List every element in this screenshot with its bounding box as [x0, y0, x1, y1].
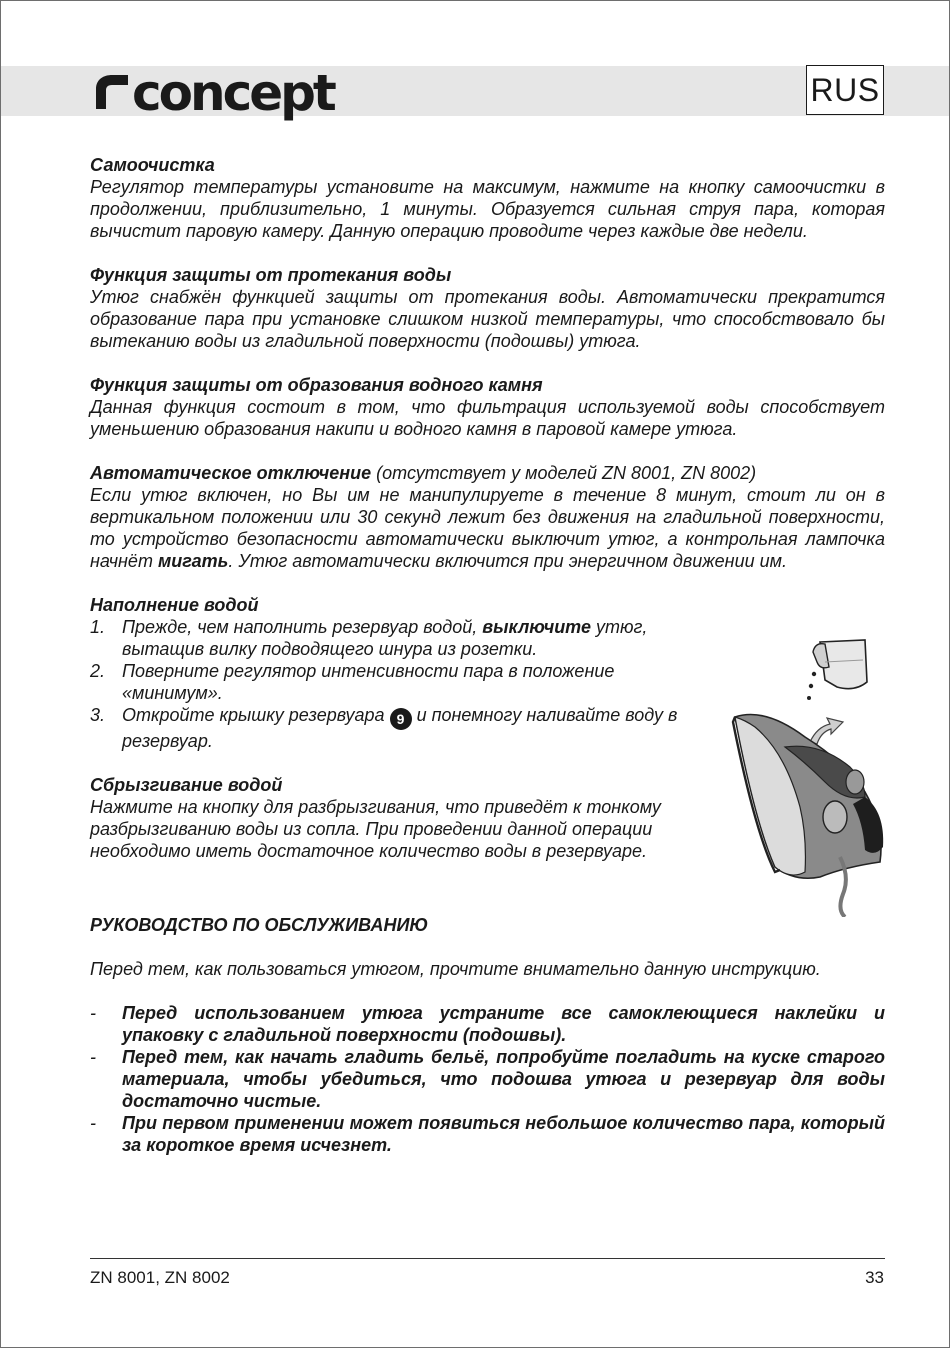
list-item: - При первом применении может появиться небольшое количество пара, который за короткое время исчезнет. — [90, 1113, 885, 1155]
lift-arrow-icon — [810, 718, 843, 744]
maintenance-intro: Перед тем, как пользоваться утюгом, прочтите внимательно данную инструкцию. — [90, 959, 821, 979]
section-title: Функция защиты от протекания воды — [90, 265, 452, 285]
measuring-cup-icon — [813, 640, 867, 689]
list-item: 3. Откройте крышку резервуара 9 и понемногу наливайте воду в резервуар. — [90, 705, 678, 751]
section-text: Утюг снабжён функцией защиты от протекания воды. Автоматически прекратится образование пара при установке слишком низкой температуры, что способствовало бы вытеканию воды из гладильной поверхности (подошвы) утюга. — [90, 287, 885, 351]
logo-mark-icon — [90, 69, 130, 117]
brand-name: concept — [132, 64, 334, 122]
footer-divider — [90, 1258, 885, 1259]
water-drop-icon — [812, 672, 816, 676]
language-badge: RUS — [806, 65, 884, 115]
section-anti-calc — [90, 374, 885, 440]
section-text: Если утюг включен, но Вы им не манипулируете в течение 8 минут, стоит ли он в вертикальном положении или 30 секунд лежит без движения на гладильной поверхности, то устройство безопасности автоматически выключит утюг, а контрольная лампочка начнёт мигать. Утюг автоматически включится при энергичном движении им. — [90, 485, 885, 571]
maintenance-list — [90, 1002, 885, 1156]
maintenance-title: РУКОВОДСТВО ПО ОБСЛУЖИВАНИЮ — [90, 915, 429, 935]
list-item: 2. Поверните регулятор интенсивности пара в положение «минимум». — [90, 661, 615, 703]
section-self-cleaning — [90, 154, 885, 242]
section-text: Данная функция состоит в том, что фильтрация используемой воды способствует уменьшению образования накипи и водного камня в паровой камере утюга. — [90, 397, 885, 439]
list-item: - Перед тем, как начать гладить бельё, попробуйте погладить на куске старого материала, чтобы убедиться, что подошва утюга и резервуар для воды достаточно чистые. — [90, 1047, 885, 1111]
section-title: Функция защиты от образования водного камня — [90, 375, 543, 395]
section-title: Автоматическое отключение — [90, 463, 372, 483]
iron-filling-illustration — [725, 632, 890, 917]
section-title-note: (отсутствует у моделей ZN 8001, ZN 8002) — [371, 463, 757, 483]
footer-models: ZN 8001, ZN 8002 — [90, 1268, 230, 1287]
section-text: Нажмите на кнопку для разбрызгивания, что приведёт к тонкому разбрызгиванию воды из сопла. При проведении данной операции необходимо иметь достаточное количество воды в резервуаре. — [90, 797, 661, 861]
iron-icon — [733, 715, 883, 879]
part-number-badge: 9 — [390, 708, 412, 730]
page-number: 33 — [865, 1268, 884, 1287]
section-filling — [90, 594, 710, 752]
brand-logo — [90, 60, 334, 126]
section-anti-drip — [90, 264, 885, 352]
list-item: 1. Прежде, чем наполнить резервуар водой, выключите утюг, вытащив вилку подводящего шнура из розетки. — [90, 617, 648, 659]
section-spray — [90, 774, 710, 862]
filling-steps — [90, 616, 710, 752]
list-item: - Перед использованием утюга устраните все самоклеющиеся наклейки и упаковку с гладильной поверхности (подошвы). — [90, 1003, 885, 1045]
water-drop-icon — [809, 684, 813, 688]
section-title: Сбрызгивание водой — [90, 775, 283, 795]
section-title: Наполнение водой — [90, 595, 259, 615]
water-drop-icon — [807, 696, 811, 700]
section-text: Регулятор температуры установите на максимум, нажмите на кнопку самоочистки в продолжении, приблизительно, 1 минуты. Образуется сильная струя пара, которая вычистит паровую камеру. Данную операцию проводите через каждые две недели. — [90, 177, 885, 241]
section-auto-off — [90, 462, 885, 572]
section-title: Самоочистка — [90, 155, 215, 175]
